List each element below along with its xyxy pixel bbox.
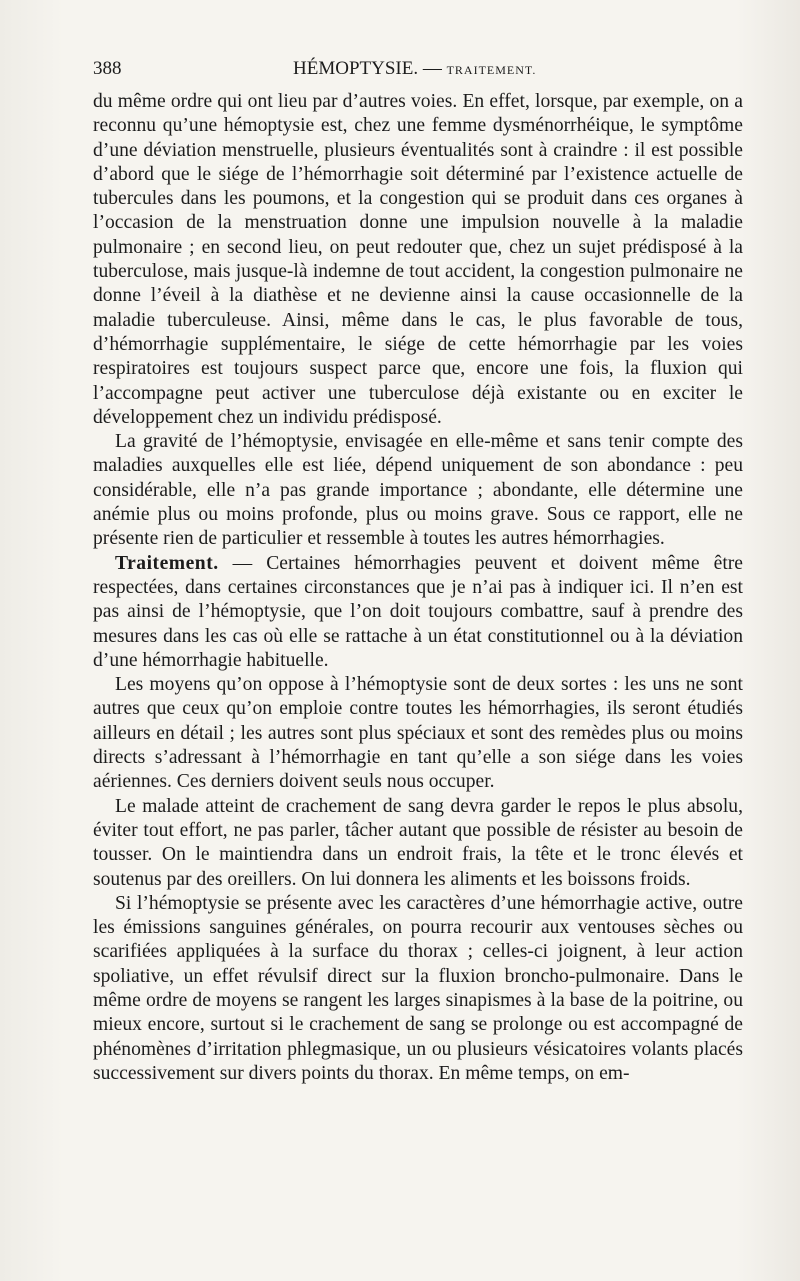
paragraph-hemoptysie-active: Si l’hémoptysie se présente avec les caractères d’une hémorrhagie active, outre les émissions sanguines générales, on pourra recourir aux ventouses sèches ou scarifiées appliquées à la surface du thorax ; celles-ci joignent, à leur action spoliative, un effet révulsif direct sur la fluxion broncho-pulmonaire. Dans le même ordre de moyens se rangent les larges sinapismes à la base de la poitrine, ou mieux encore, surtout si le crachement de sang se prolonge ou est accompagné de phénomènes d’irritation phlegmasique, un ou plusieurs vésicatoires volants placés successivement sur divers points du thorax. En même temps, on em-: [93, 892, 743, 1084]
page-header: [93, 58, 743, 84]
running-head: [293, 58, 536, 80]
section-heading-traitement: Traitement.: [115, 552, 219, 574]
page-number: 388: [93, 58, 122, 79]
paragraph-moyens: Les moyens qu’on oppose à l’hémoptysie sont de deux sortes : les uns ne sont autres que ceux qu’on emploie contre toutes les hémorrhagies, ils seront étudiés ailleurs en détail ; les autres sont plus spéciaux et sont des remèdes plus ou moins directs s’adressant à l’hémorrhagie en tant qu’elle a son siége dans les voies aériennes. Ces derniers doivent seuls nous occuper.: [93, 674, 743, 793]
paragraph-gravity: La gravité de l’hémoptysie, envisagée en elle-même et sans tenir compte des maladies auxquelles elle est liée, dépend uniquement de son abondance : peu considérable, elle n’a pas grande importance ; abondante, elle détermine une anémie plus ou moins profonde, plus ou moins grave. Sous ce rapport, elle ne présente rien de particulier et ressemble à toutes les autres hémorrhagies.: [93, 431, 743, 550]
header-dash: —: [418, 58, 447, 79]
paragraph-continued: du même ordre qui ont lieu par d’autres voies. En effet, lorsque, par exemple, on a reconnu qu’une hémoptysie est, chez une femme dysménorrhéique, le symptôme d’une déviation menstruelle, plusieurs éventualités sont à craindre : il est possible d’abord que le siége de l’hémorrhagie soit déterminé par l’existence actuelle de tubercules dans les poumons, et la congestion qui se produit dans ces organes à l’occasion de la menstruation donne une impulsion nouvelle à la maladie pulmonaire ; en second lieu, on peut redouter que, chez un sujet prédisposé à la tuberculose, mais jusque-là indemne de tout accident, la congestion pulmonaire ne donne l’éveil à la diathèse et ne devienne ainsi la cause occasionnelle de la maladie tuberculeuse. Ainsi, même dans le cas, le plus favorable de tous, d’hémorrhagie supplémentaire, le siége de cette hémorrhagie par les voies respiratoires est toujours suspect parce que, encore une fois, la fluxion qui l’accompagne peut activer une tuberculose déjà existante ou en exciter le développement chez un individu prédisposé.: [93, 91, 743, 428]
paragraph-traitement-text: — Certaines hémorrhagies peuvent et doivent même être respectées, dans certaines circonstances que je n’ai pas à indiquer ici. Il n’en est pas ainsi de l’hémoptysie, que l’on doit toujours combattre, sauf à prendre des mesures dans les cas où elle se rattache à un état constitutionnel ou à la déviation d’une hémorrhagie habituelle.: [93, 552, 743, 671]
running-subtitle: TRAITEMENT.: [446, 63, 537, 77]
body-text: [93, 90, 743, 1086]
running-title: HÉMOPTYSIE.: [293, 58, 419, 79]
paragraph-traitement: [93, 552, 743, 673]
paragraph-malade: Le malade atteint de crachement de sang devra garder le repos le plus absolu, éviter tout effort, ne pas parler, tâcher autant que possible de résister au besoin de tousser. On le maintiendra dans un endroit frais, la tête et le tronc élevés et soutenus par des oreillers. On lui donnera les aliments et les boissons froids.: [93, 795, 743, 890]
